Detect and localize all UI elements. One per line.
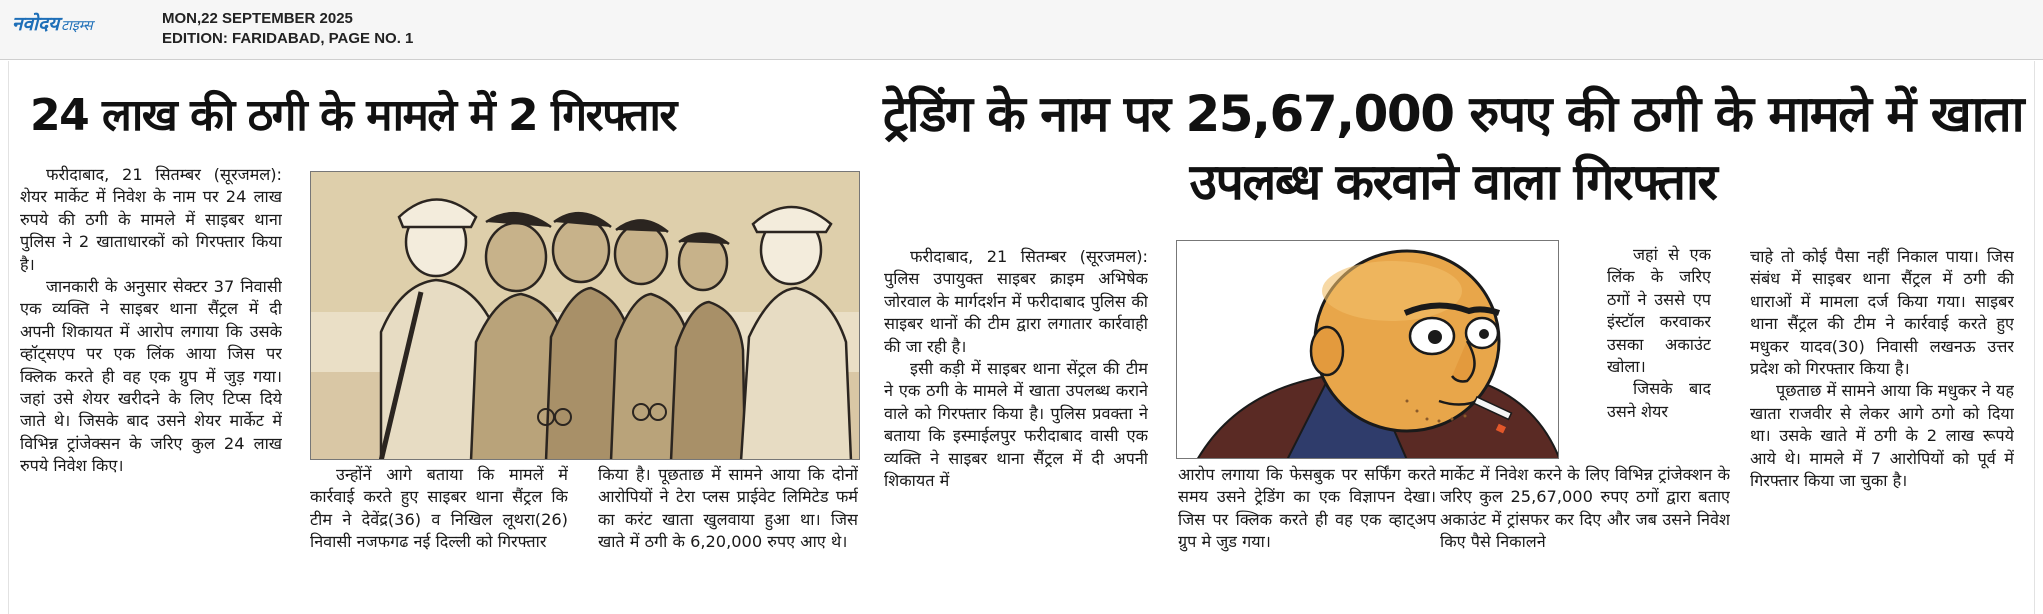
story-right-paragraph: जहां से एक लिंक के जरिए ठगों ने उससे एप इंस्टॉल करवाकर उसका अकाउंट खोला।: [1607, 245, 1711, 377]
story-right-paragraph: जिसके बाद उसने शेयर: [1607, 379, 1711, 421]
story-right-column-2: [1178, 464, 1436, 610]
story-left-column-2: [310, 464, 568, 610]
story-left-paragraph: किया है। पूछताछ में सामने आया कि दोनों आरोपियों ने टेरा प्लस प्राईवेट लिमिटेड फर्म का करंट खाता खुलवाया हुआ था। जिस खाते में ठगी के 6,20,000 रुपए आए थे।: [598, 465, 858, 552]
police-arrest-illustration: [310, 171, 860, 460]
logo-main-text: नवोदय: [12, 13, 60, 35]
story-right-paragraph: चाहे तो कोई पैसा नहीं निकाल पाया। जिस संबंध में साइबर थाना सैंट्रल में ठगी की धाराओं में मामला दर्ज किया गया। साइबर थाना सैंट्रल की टीम ने कार्रवाई करते हुए मधुकर यादव(30) निवासी लखनऊ उत्तर प्रदेश को गिरफ्तार किया है।: [1750, 247, 2014, 379]
date-line: MON,22 SEPTEMBER 2025: [162, 10, 353, 27]
story-left-column-1: [20, 164, 282, 610]
story-right-paragraph: पूछताछ में सामने आया कि मधुकर ने यह खाता राजवीर से लेकर आगे ठगो को दिया था। उसके खाते में ठगी के 2 लाख रूपये आये थे। मामले में 7 आरोपियों को पूर्व में गिरफ्तार किया जा चुका है।: [1750, 381, 2014, 491]
story-right-paragraph: आरोप लगाया कि फेसबुक पर सर्फिंग करते समय उसने ट्रेडिंग का एक विज्ञापन देखा। जिस पर क्लिक करते ही वह एक व्हाट्अप ग्रुप मे जुड गया।: [1178, 465, 1436, 552]
story-left-column-3: [598, 464, 858, 610]
story-right-column-3-top: [1607, 244, 1711, 464]
story-right-paragraph: इसी कड़ी में साइबर थाना सेंट्रल की टीम ने एक ठगी के मामले में खाता उपलब्ध कराने वाले को गिरफ्तार किया है। पुलिस प्रवक्ता ने बताया कि इस्माईलपुर फरीदाबाद वासी एक व्यक्ति ने साइबर थाना सैंट्रल में दी अपनी शिकायत में: [884, 359, 1148, 491]
story-left-paragraph: जानकारी के अनुसार सेक्टर 37 निवासी एक व्यक्ति ने साइबर थाना सैंट्रल में दी अपनी शिकायत में आरोप लगाया कि उसके व्हॉट्सएप पर एक लिंक आया जिस पर क्लिक करते ही वह एक ग्रुप में जुड़ गया। जहां उसे शेयर खरीदने के लिए टिप्स दिये जाते थे। जिसके बाद उसने शेयर मार्केट में विभिन्न ट्रांजेक्सन के जरिए कुल 24 लाख रुपये निवेश किए।: [20, 277, 282, 476]
story-right-paragraph: फरीदाबाद, 21 सितम्बर (सूरजमल): पुलिस उपायुक्त साइबर क्राइम अभिषेक जोरवाल के मार्गदर्शन में फरीदाबाद पुलिस की साइबर थानों की टीम द्वारा लगातार कार्रवाही की जा रही है।: [884, 247, 1148, 356]
story-left-paragraph: उन्होंनें आगे बताया कि मामलें में कार्रवाई करते हुए साइबर थाना सैंट्रल कि टीम ने देवेंद्र(36) व निखिल लूथरा(26) निवासी नजफगढ नई दिल्ली को गिरफ्तार: [310, 465, 568, 552]
edition-info: [162, 9, 413, 49]
edition-line: EDITION: FARIDABAD, PAGE NO. 1: [162, 30, 414, 47]
cyber-fraud-cartoon-svg: [1177, 241, 1559, 459]
story-right-column-1: [884, 246, 1148, 610]
cyber-fraud-cartoon: [1176, 240, 1559, 459]
logo-sub-text: टाइम्स: [61, 18, 93, 34]
police-arrest-illustration-svg: [311, 172, 860, 460]
story-left-headline[interactable]: 24 लाख की ठगी के मामले में 2 गिरफ्तार: [30, 90, 676, 141]
story-right-paragraph: मार्केट में निवेश करने के लिए विभिन्न ट्रांजेक्शन के जरिए कुल 25,67,000 रुपए ठगों द्वारा बताए अकाउंट में ट्रांसफर कर दिए और जब उसने निवेश किए पैसे निकालने: [1440, 465, 1730, 552]
story-right-column-3-bottom: [1440, 464, 1730, 610]
newspaper-logo[interactable]: [12, 10, 140, 38]
story-left-paragraph: फरीदाबाद, 21 सितम्बर (सूरजमल): शेयर मार्केट में निवेश के नाम पर 24 लाख रुपये की ठगी के मामले में साइबर थाना पुलिस ने 2 खाताधारकों को गिरफ्तार किया है।: [20, 165, 282, 274]
story-right-headline[interactable]: ट्रेडिंग के नाम पर 25,67,000 रुपए की ठगी के मामले में खाता उपलब्ध करवाने वाला गिरफ्तार: [882, 85, 2024, 211]
epaper-header: [0, 0, 2043, 60]
story-right-column-4: [1750, 246, 2014, 610]
